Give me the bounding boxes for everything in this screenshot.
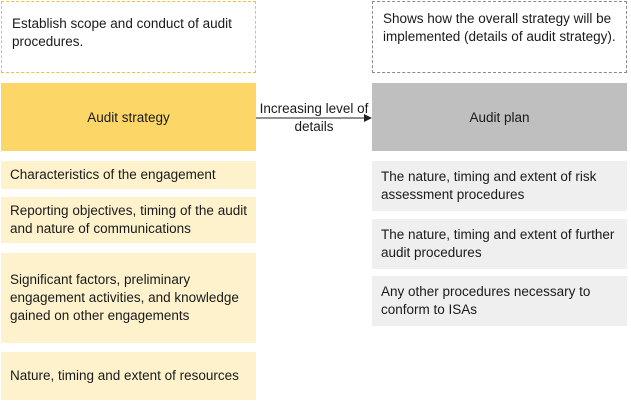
strategy-note-text: Establish scope and conduct of audit procedures. [12,16,232,49]
plan-item-further-procedures [372,219,627,269]
strategy-item-text: Reporting objectives, timing of the audit and nature of communications [10,203,247,236]
strategy-item-resources [1,352,256,400]
plan-item-text: The nature, timing and extent of further audit procedures [381,227,615,260]
strategy-item-text: Nature, timing and extent of resources [10,368,239,383]
plan-note [372,1,627,73]
plan-item-text: The nature, timing and extent of risk assessment procedures [381,169,597,202]
strategy-note [1,1,256,73]
plan-item-text: Any other procedures necessary to conform to ISAs [381,284,591,317]
strategy-item-text: Significant factors, preliminary engagement activities, and knowledge gained on other engagements [10,272,239,323]
right-arrow-icon [256,112,374,124]
audit-strategy-title: Audit strategy [87,109,170,125]
strategy-item-significant-factors [1,253,256,343]
plan-item-risk-assessment [372,161,627,211]
plan-note-text: Shows how the overall strategy will be implemented (details of audit strategy). [383,11,616,44]
audit-plan-title: Audit plan [469,109,530,125]
connector-label: Increasing level of details [259,101,369,134]
audit-plan-header [372,83,627,151]
audit-strategy-header [1,83,256,151]
plan-item-other-procedures [372,276,627,326]
strategy-item-reporting [1,197,256,243]
strategy-item-text: Characteristics of the engagement [10,167,216,182]
strategy-item-characteristics [1,161,256,189]
